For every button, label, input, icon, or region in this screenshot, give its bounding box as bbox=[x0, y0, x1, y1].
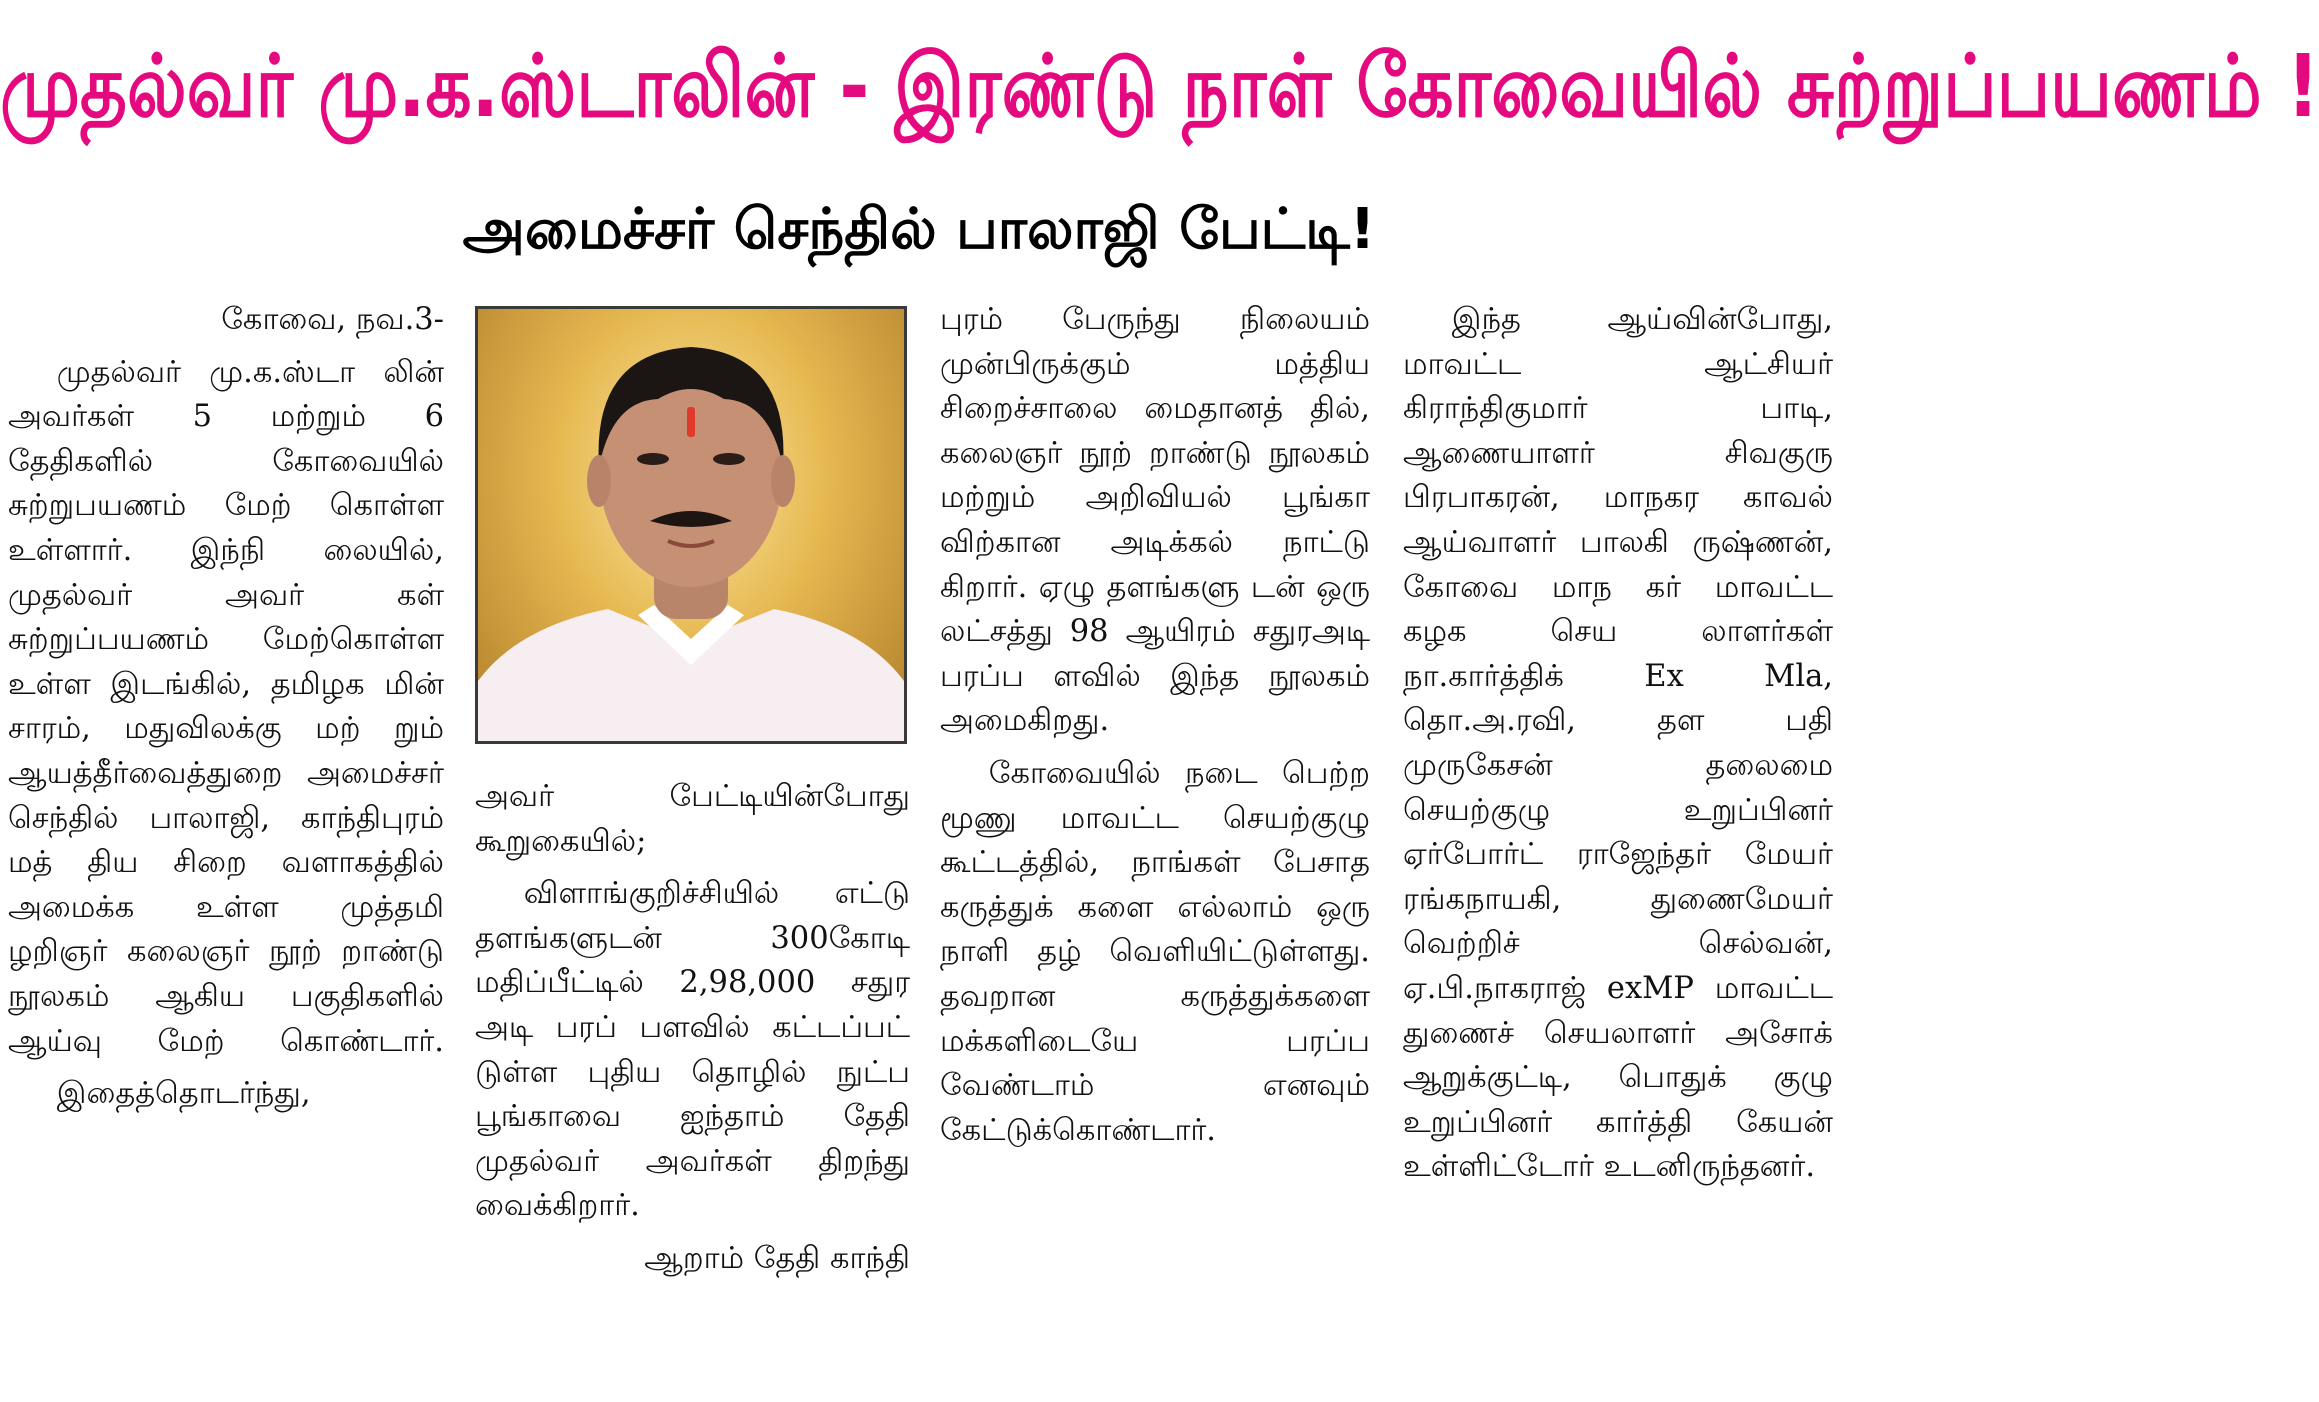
article-column-3 bbox=[940, 298, 1370, 1161]
paragraph: புரம் பேருந்து நிலையம் முன்பிருக்கும் மத்திய சிறைச்சாலை மைதானத் தில், கலைஞர் நூற் றாண்டு நூலகம் மற்றும் அறிவியல் பூங்கா விற்கான அடிக்கல் நாட்டு கிறார். ஏழு தளங்களு டன் ஒரு லட்சத்து 98 ஆயிரம் சதுரஅடி பரப்ப ளவில் இந்த நூலகம் அமைகிறது. bbox=[940, 302, 1370, 739]
subheadline: அமைச்சர் செந்தில் பாலாஜி பேட்டி! bbox=[462, 197, 1376, 262]
portrait-illustration bbox=[478, 309, 904, 741]
paragraph: இந்த ஆய்வின்போது, மாவட்ட ஆட்சியர் கிராந்திகுமார் பாடி, ஆணையாளர் சிவகுரு பிரபாகரன், மாநகர காவல் ஆய்வாளர் பாலகி ருஷ்ணன், கோவை மாந கர் மாவட்ட கழக செய லாளர்கள் நா.கார்த்திக் Ex Mla, தொ.அ.ரவி, தள பதி முருகேசன் தலைமை செயற்குழு உறுப்பினர் ஏர்போர்ட் ராஜேந்தர் மேயர் ரங்கநாயகி, துணைமேயர் வெற்றிச் செல்வன், ஏ.பி.நாகராஜ் exMP மாவட்ட துணைச் செயலாளர் அசோக் ஆறுக்குட்டி, பொதுக் குழு உறுப்பினர் கார்த்தி கேயன் உள்ளிட்டோர் உடனிருந்தனர். bbox=[1403, 302, 1833, 1185]
article-column-2 bbox=[475, 775, 910, 1290]
paragraph: அவர் பேட்டியின்போது கூறுகையில்; bbox=[475, 779, 910, 859]
paragraph: இதைத்தொடர்ந்து, bbox=[56, 1076, 311, 1112]
headline: முதல்வர் மு.க.ஸ்டாலின் - இரண்டு நாள் கோவையில் சுற்றுப்பயணம் ! bbox=[0, 35, 2319, 137]
minister-photo bbox=[475, 306, 907, 744]
paragraph: முதல்வர் மு.க.ஸ்டா லின் அவர்கள் 5 மற்றும் 6 தேதிகளில் கோவையில் சுற்றுபயணம் மேற் கொள்ள உள்ளார். இந்நி லையில், முதல்வர் அவர் கள் சுற்றுப்பயணம் மேற்கொள்ள உள்ள இடங்கில், தமிழக மின் சாரம், மதுவிலக்கு மற் றும் ஆயத்தீர்வைத்துறை அமைச்சர் செந்தில் பாலாஜி, காந்திபுரம் மத் திய சிறை வளாகத்தில் அமைக்க உள்ள முத்தமி ழறிஞர் கலைஞர் நூற் றாண்டு நூலகம் ஆகிய பகுதிகளில் ஆய்வு மேற் கொண்டார். bbox=[8, 354, 444, 1059]
paragraph: ஆறாம் தேதி காந்தி bbox=[644, 1240, 910, 1276]
article-column-1 bbox=[8, 298, 444, 1125]
paragraph: கோவையில் நடை பெற்ற மூணு மாவட்ட செயற்குழு கூட்டத்தில், நாங்கள் பேசாத கருத்துக் களை எல்லாம் ஒரு நாளி தழ் வெளியிட்டுள்ளது. தவறான கருத்துக்களை மக்களிடையே பரப்ப வேண்டாம் எனவும் கேட்டுக்கொண்டார். bbox=[940, 755, 1370, 1148]
article-column-4 bbox=[1403, 298, 1833, 1198]
paragraph: விளாங்குறிச்சியில் எட்டு தளங்களுடன் 300கோடி மதிப்பீட்டில் 2,98,000 சதுர அடி பரப் பளவில் கட்டப்பட் டுள்ள புதிய தொழில் நுட்ப பூங்காவை ஐந்தாம் தேதி முதல்வர் அவர்கள் திறந்து வைக்கிறார். bbox=[475, 876, 910, 1224]
dateline: கோவை, நவ.3- bbox=[221, 302, 444, 337]
